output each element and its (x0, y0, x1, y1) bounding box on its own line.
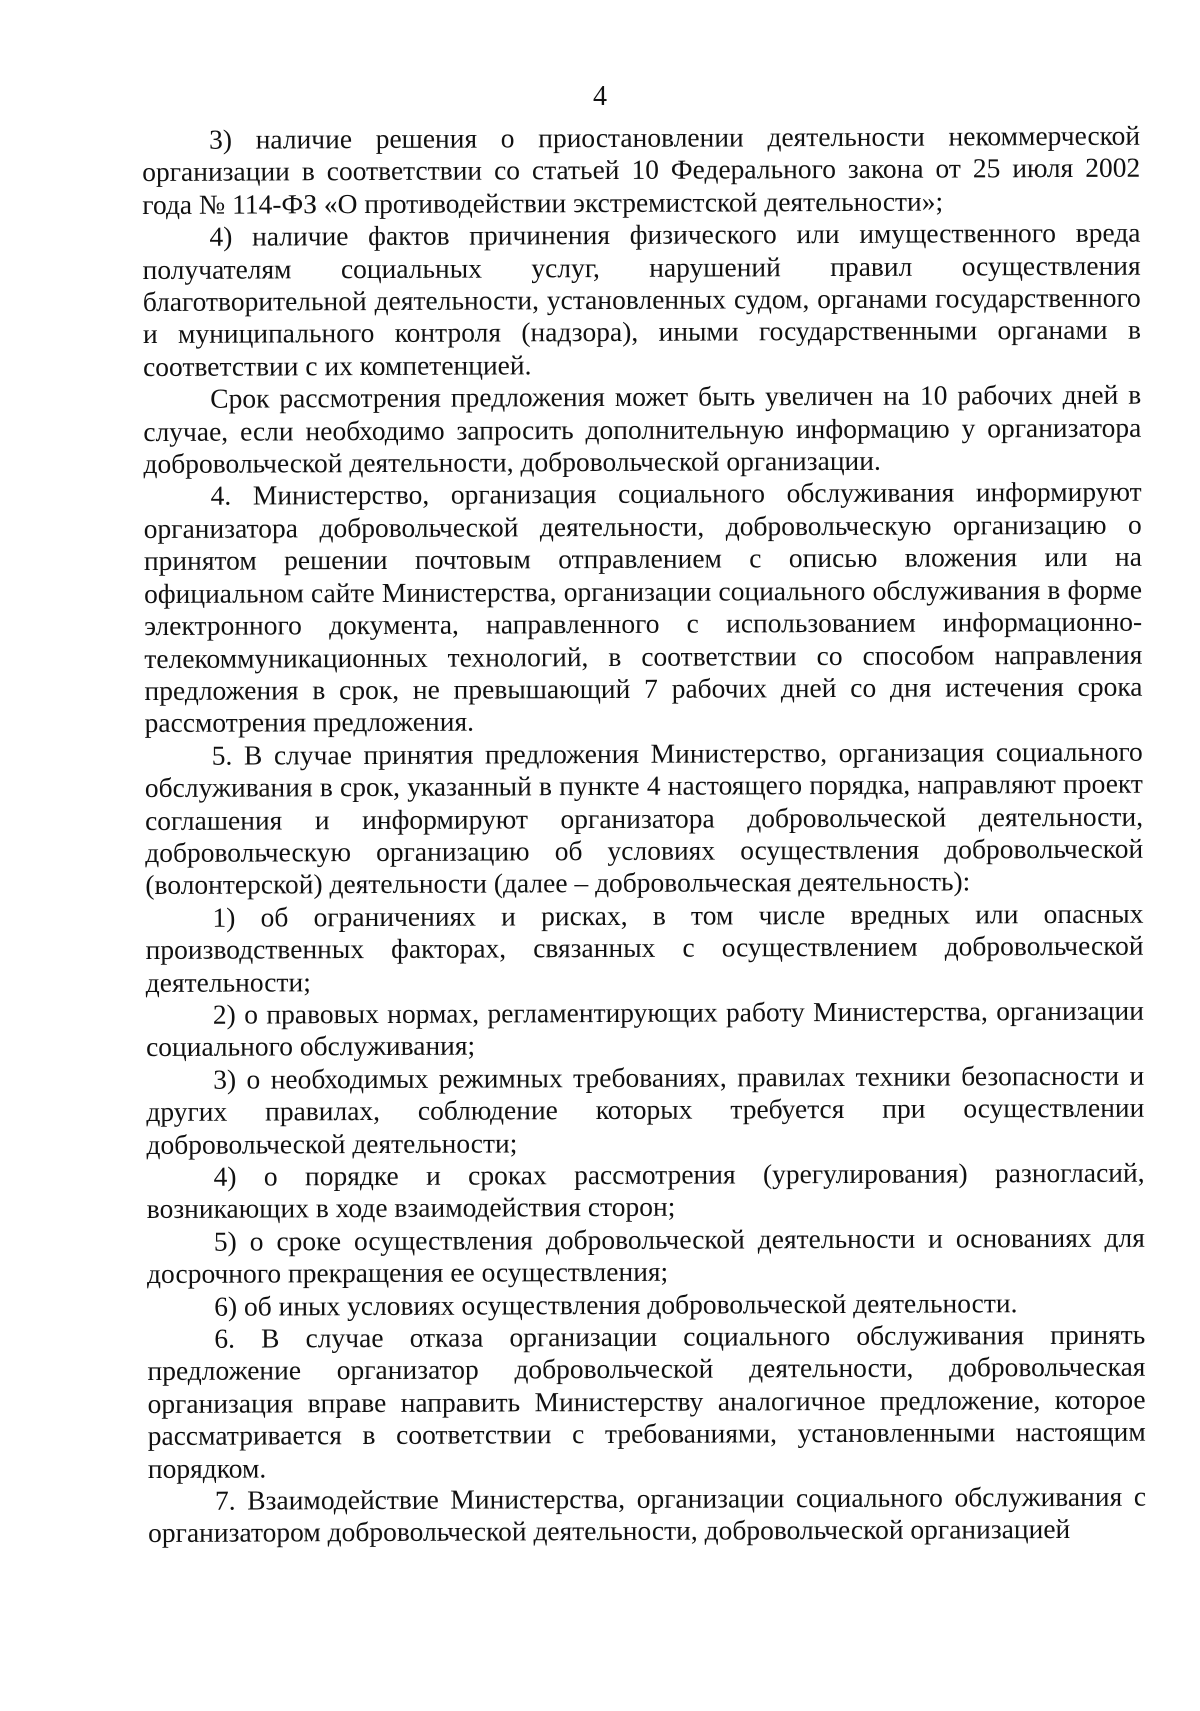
paragraph-clause-6: 6. В случае отказа организации социального обслуживания принять предложение организатор добровольческой деятельности, добровольческая организация вправе направить Министерству аналогичное предложение, которое рассматривается в соответствии с требованиями, установленными настоящим порядком. (147, 1318, 1146, 1484)
paragraph-item-4-harm-facts: 4) наличие фактов причинения физического или имущественного вреда получателям социальных услуг, нарушений правил осуществления благотворительной деятельности, установленных судом, органами государственного и муниципального контроля (надзора), иными государственными органами в соответствии с их компетенцией. (142, 216, 1141, 382)
paragraph-clause-5-item-2: 2) о правовых нормах, регламентирующих работу Министерства, организации социального обслуживания; (145, 994, 1144, 1063)
paragraph-clause-5: 5. В случае принятия предложения Министерство, организация социального обслуживания в срок, указанный в пункте 4 настоящего порядка, направляют проект соглашения и информируют организатора добровольческой деятельности, добровольческую организацию об условиях осуществления добровольческой (волонтерской) деятельности (далее – добровольческая деятельность): (144, 735, 1144, 901)
paragraph-clause-5-item-5: 5) о сроке осуществления добровольческой деятельности и основаниях для досрочного прекращения ее осуществления; (146, 1221, 1145, 1290)
paragraph-clause-4: 4. Министерство, организация социального обслуживания информируют организатора добровольческой деятельности, добровольческую организацию о принятом решении почтовым отправлением с описью вложения или на официальном сайте Министерства, организации социального обслуживания в форме электронного документа, направленного с использованием информационно-телекоммуникационных технологий, в соответствии со способом направления предложения в срок, не превышающий 7 рабочих дней со дня истечения срока рассмотрения предложения. (143, 476, 1143, 739)
paragraph-clause-5-item-4: 4) о порядке и сроках рассмотрения (урегулирования) разногласий, возникающих в ходе взаимодействия сторон; (146, 1156, 1145, 1225)
paragraph-clause-5-item-1: 1) об ограничениях и рисках, в том числе вредных или опасных производственных факторах, связанных с осуществлением добровольческой деятельности; (145, 897, 1144, 998)
paragraph-clause-7: 7. Взаимодействие Министерства, организации социального обслуживания с организатором добровольческой деятельности, добровольческой организацией (148, 1480, 1147, 1549)
page-number: 4 (593, 81, 607, 112)
paragraph-item-3-suspension: 3) наличие решения о приостановлении деятельности некоммерческой организации в соответствии со статьей 10 Федерального закона от 25 июля 2002 года № 114-ФЗ «О противодействии экстремистской деятельности»; (142, 119, 1141, 220)
paragraph-clause-5-item-3: 3) о необходимых режимных требованиях, правилах техники безопасности и других правилах, соблюдение которых требуется при осуществлении добровольческой деятельности; (146, 1059, 1145, 1160)
paragraph-review-period: Срок рассмотрения предложения может быть увеличен на 10 рабочих дней в случае, если необходимо запросить дополнительную информацию у организатора добровольческой деятельности, добровольческой организации. (143, 378, 1142, 480)
paragraph-clause-5-item-6: 6) об иных условиях осуществления добровольческой деятельности. (214, 1286, 1018, 1322)
document-body (142, 120, 1146, 1550)
